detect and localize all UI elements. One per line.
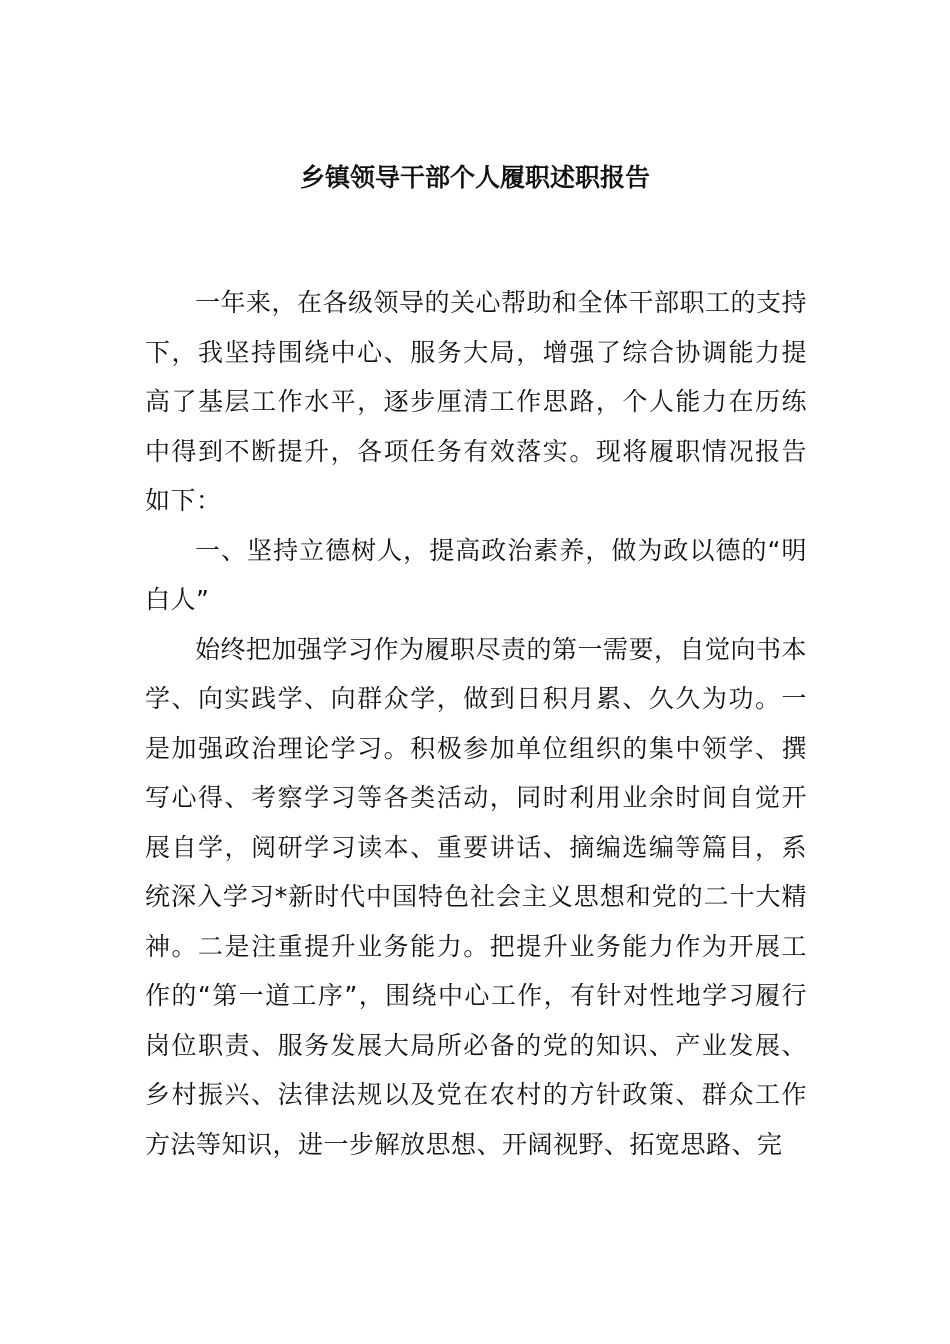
intro-paragraph: 一年来，在各级领导的关心帮助和全体干部职工的支持下，我坚持围绕中心、服务大局，增强了综合协调能力提高了基层工作水平，逐步厘清工作思路，个人能力在历练中得到不断提升，各项任务有效落实。现将履职情况报告如下： bbox=[145, 288, 808, 515]
section-1-paragraph: 始终把加强学习作为履职尽责的第一需要，自觉向书本学、向实践学、向群众学，做到日积月累、久久为功。一是加强政治理论学习。积极参加单位组织的集中领学、撰写心得、考察学习等各类活动，同时利用业余时间自觉开展自学，阅研学习读本、重要讲话、摘编选编等篇目，系统深入学习*新时代中国特色社会主义思想和党的二十大精神。二是注重提升业务能力。把提升业务能力作为开展工作的“第一道工序”，围绕中心工作，有针对性地学习履行岗位职责、服务发展大局所必备的党的知识、产业发展、乡村振兴、法律法规以及党在农村的方针政策、群众工作方法等知识，进一步解放思想、开阔视野、拓宽思路、完 bbox=[145, 634, 808, 1159]
document-body bbox=[145, 278, 807, 1169]
document-title: 乡镇领导干部个人履职述职报告 bbox=[299, 163, 650, 192]
section-heading-1: 一、坚持立德树人，提高政治素养，做为政以德的“明白人” bbox=[145, 535, 807, 614]
